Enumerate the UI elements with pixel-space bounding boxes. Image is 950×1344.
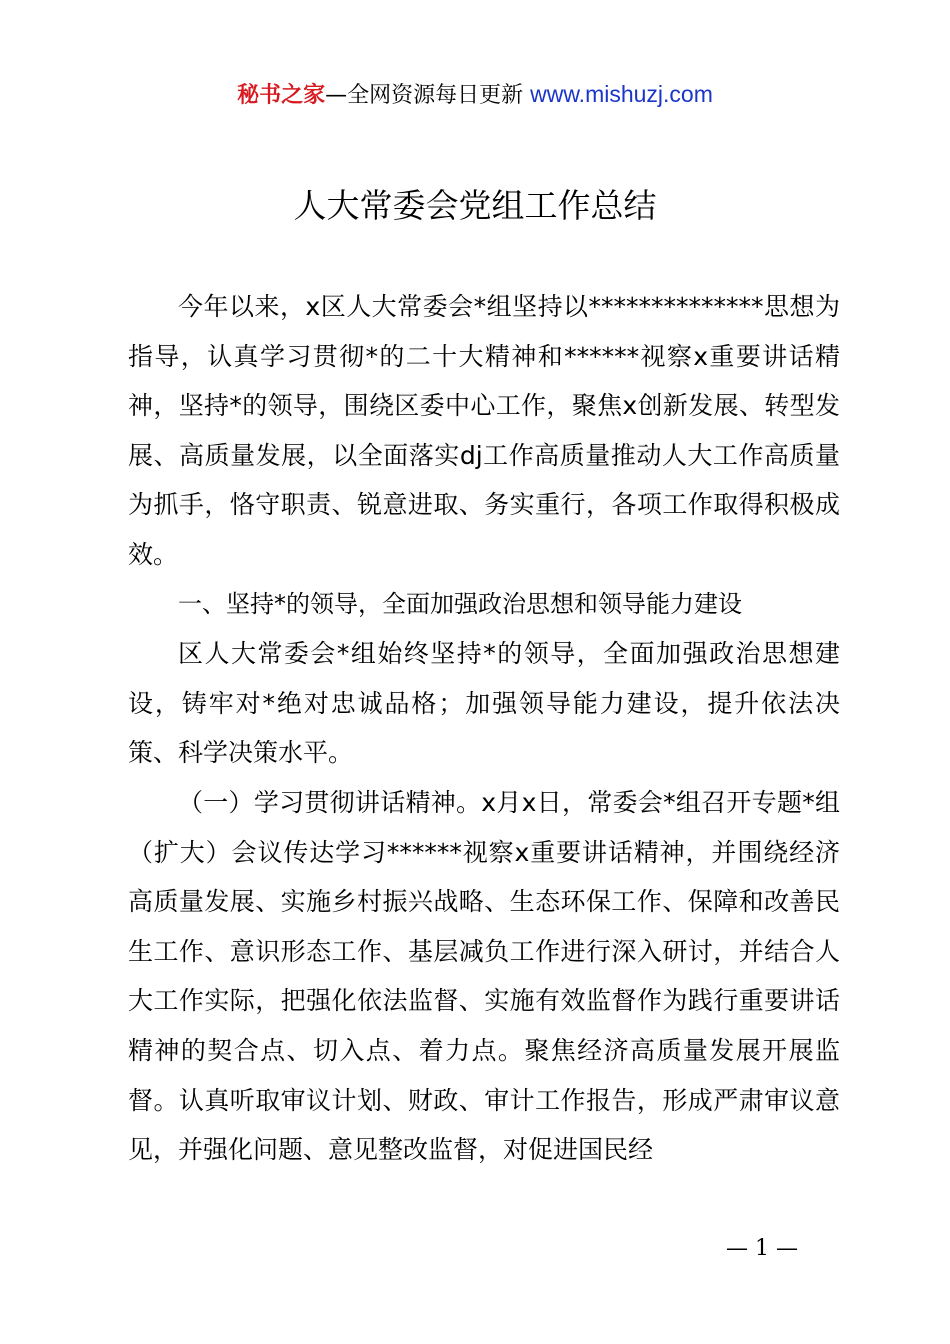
section-paragraph: 区人大常委会*组始终坚持*的领导，全面加强政治思想建设，铸牢对*绝对忠诚品格；加强领导能力建设，提升依法决策、科学决策水平。 [128, 639, 840, 768]
page-number: — 1 — [726, 1236, 798, 1261]
document-body [128, 282, 840, 1175]
site-banner [0, 78, 950, 112]
subsection-paragraph: （一）学习贯彻讲话精神。x月x日，常委会*组召开专题*组（扩大）会议传达学习******视察x重要讲话精神，并围绕经济高质量发展、实施乡村振兴战略、生态环保工作、保障和改善民生工作、意识形态工作、基层减负工作进行深入研讨，并结合人大工作实际，把强化依法监督、实施有效监督作为践行重要讲话精神的契合点、切入点、着力点。聚焦经济高质量发展开展监督。认真听取审议计划、财政、审计工作报告，形成严肃审议意见，并强化问题、意见整改监督，对促进国民经 [128, 787, 840, 1165]
brand-name: 秘书之家 [237, 83, 326, 108]
intro-paragraph: 今年以来，x区人大常委会*组坚持以**************思想为指导，认真学习贯彻*的二十大精神和******视察x重要讲话精神，坚持*的领导，围绕区委中心工作，聚焦x创新发展、转型发展、高质量发展，以全面落实dj工作高质量推动人大工作高质量为抓手，恪守职责、锐意进取、务实重行，各项工作取得积极成效。 [128, 292, 840, 569]
section-heading: 一、坚持*的领导，全面加强政治思想和领导能力建设 [178, 589, 742, 618]
document-title: 人大常委会党组工作总结 [293, 186, 657, 225]
banner-slogan: —全网资源每日更新 [325, 83, 524, 108]
site-url[interactable]: www.mishuzj.com [530, 81, 713, 107]
